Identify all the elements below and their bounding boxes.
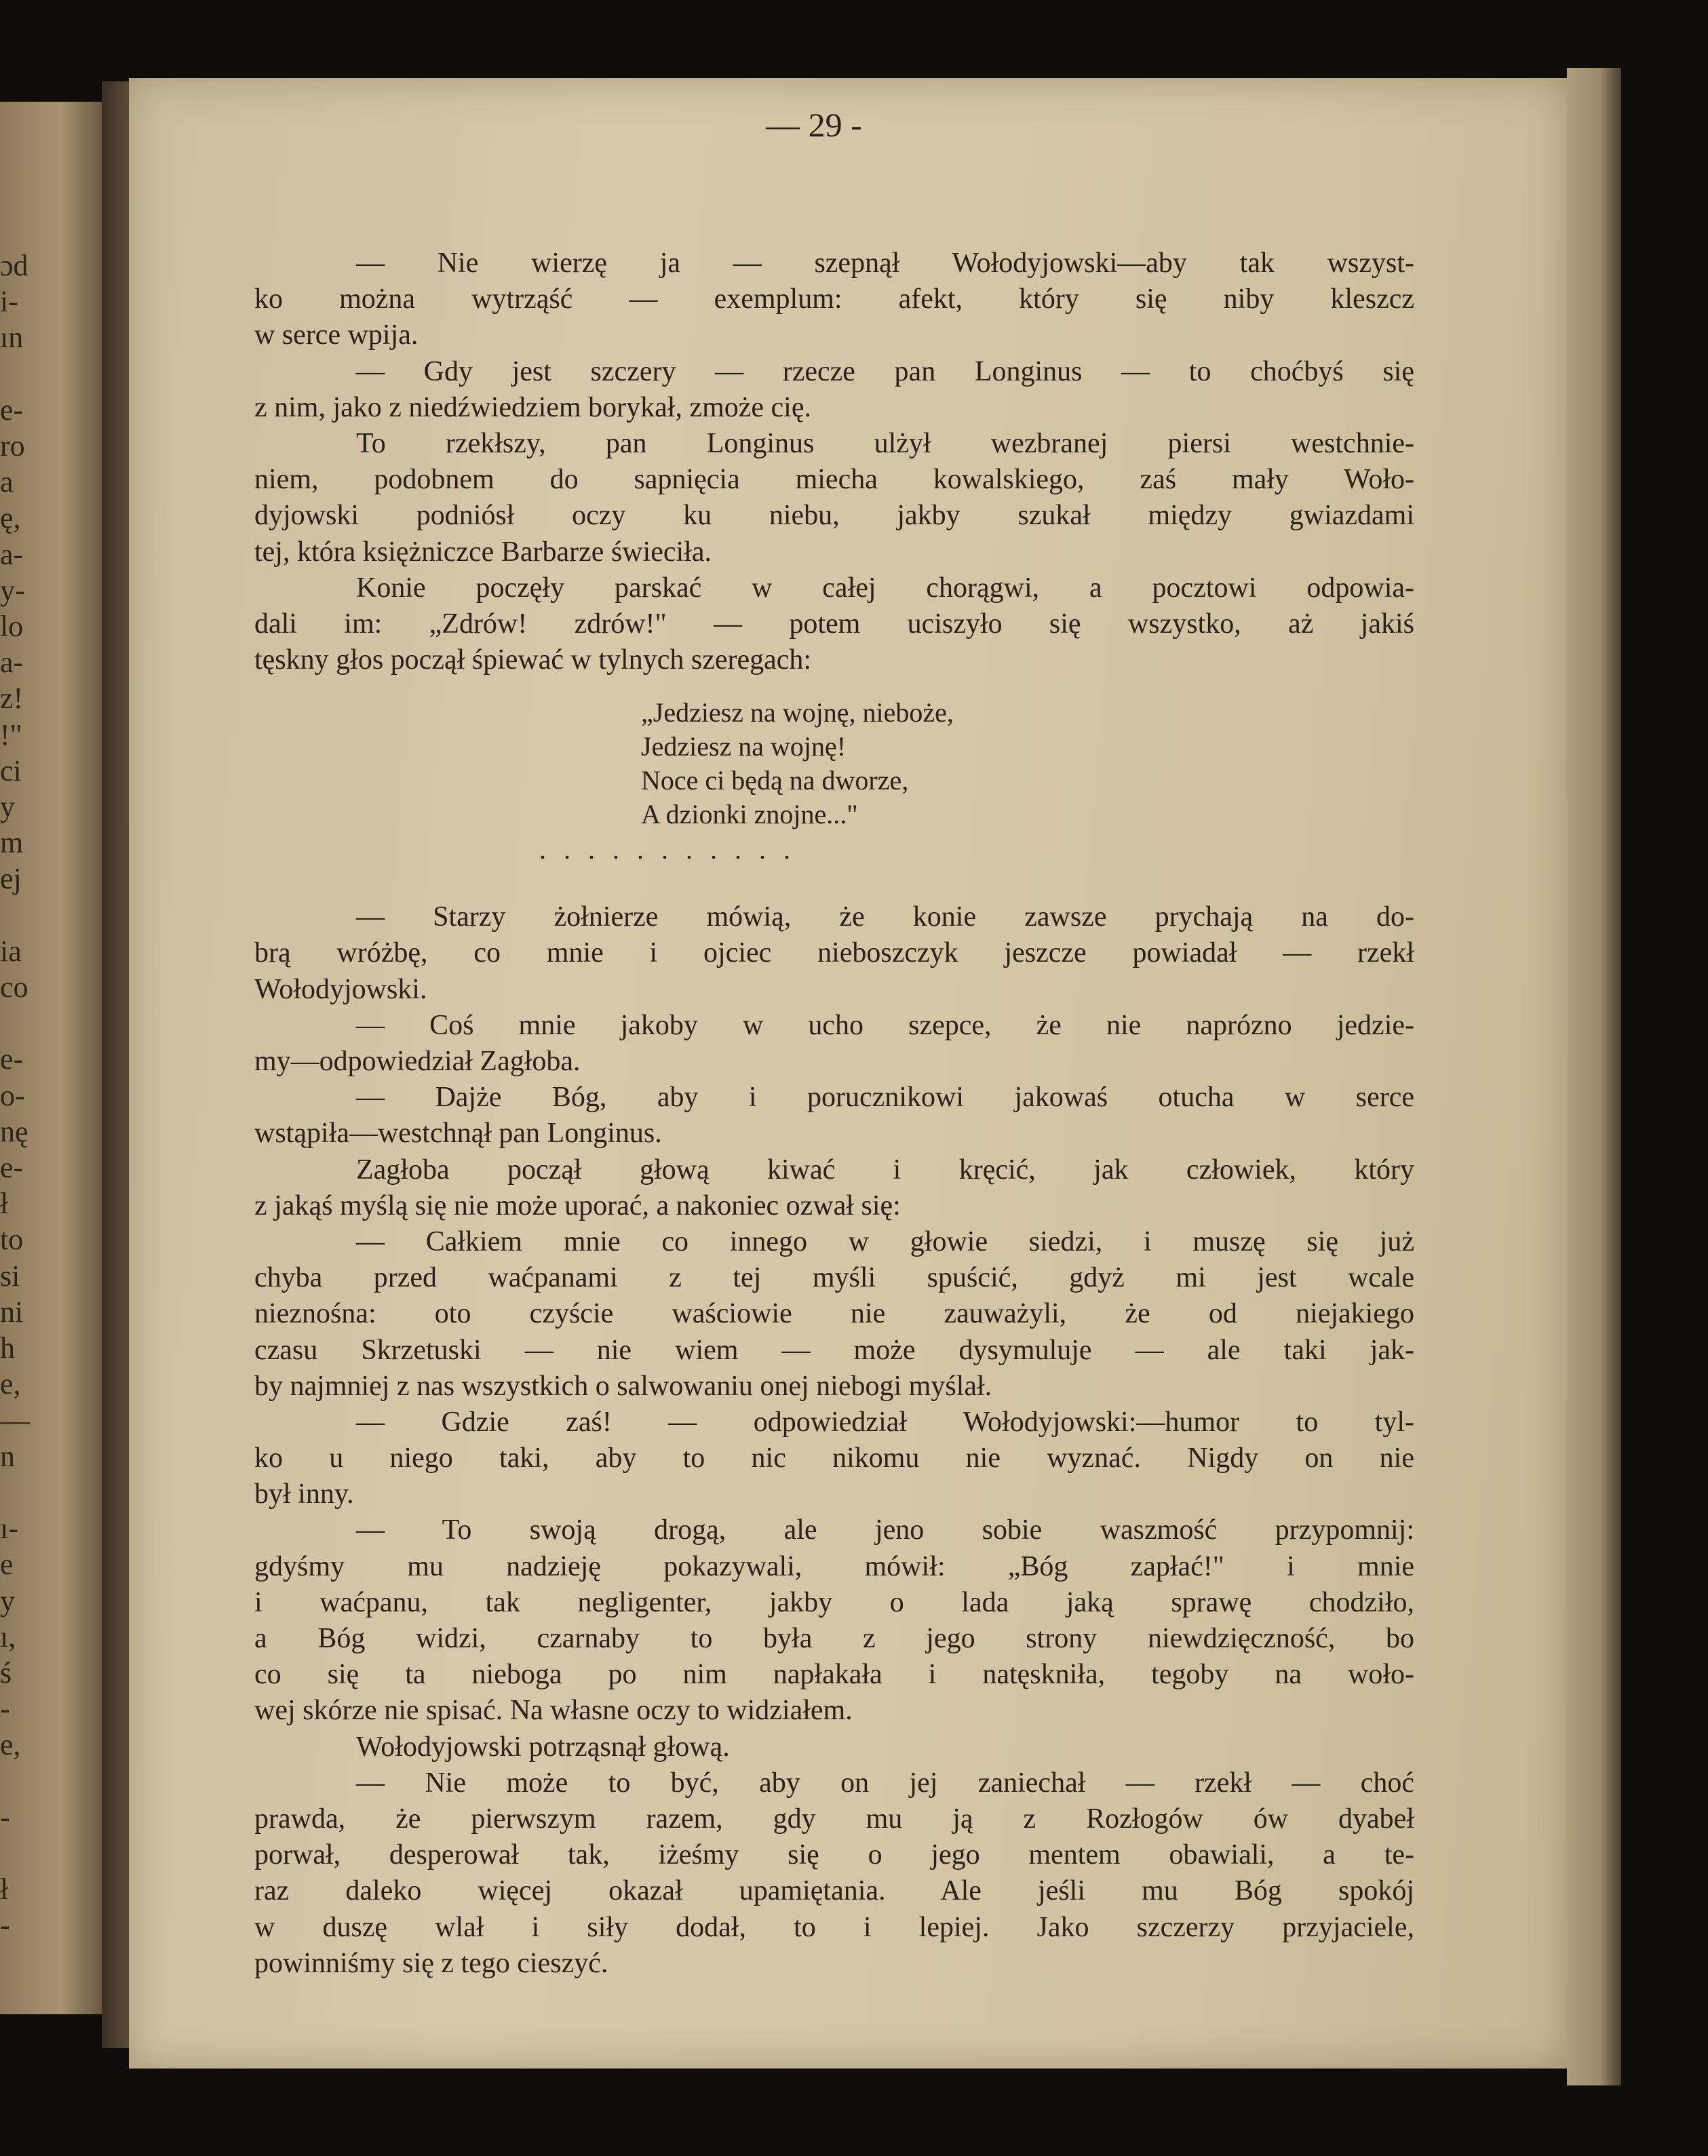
text-line: był inny. (254, 1478, 354, 1510)
text-line: z jakąś myślą się nie może uporać, a nakoniec ozwał się: (254, 1190, 901, 1221)
text-line: prawda, że pierwszym razem, gdy mu ją z Rozłogów ów dyabeł (254, 1803, 1414, 1835)
book-spine (102, 81, 129, 2048)
text-line: a Bóg widzi, czarnaby to była z jego strony niewdzięczność, bo (254, 1623, 1414, 1654)
text-line: nieznośna: oto czyście waściowie nie zauważyli, że od niejakiego (254, 1298, 1414, 1330)
text-line: — Gdy jest szczery — rzecze pan Longinus — to choćbyś się (356, 355, 1414, 387)
text-line: — Gdzie zaś! — odpowiedział Wołodyjowski:—humor to tyl- (356, 1406, 1414, 1438)
text-line: wstąpiła—westchnął pan Longinus. (254, 1118, 662, 1150)
text-line: — Dajże Bóg, aby i porucznikowi jakowaś otucha w serce (356, 1082, 1414, 1114)
text-line: — To swoją drogą, ale jeno sobie waszmość przypomnij: (356, 1514, 1414, 1546)
page-edge (1567, 68, 1621, 2085)
poem-line: Jedziesz na wojnę! (641, 731, 847, 762)
poem-line: A dzionki znojne..." (641, 799, 858, 830)
text-line: To rzekłszy, pan Longinus ulżył wezbranej piersi westchnie- (356, 427, 1414, 459)
text-line: — Całkiem mnie co innego w głowie siedzi, i muszę się już (356, 1226, 1414, 1257)
text-line: co się ta nieboga po nim napłakała i natęskniła, tegoby na woło- (254, 1659, 1414, 1691)
text-line: — Starzy żołnierze mówią, że konie zawsze prychają na do- (356, 901, 1414, 933)
page-text (254, 246, 1414, 1982)
text-line: niem, podobnem do sapnięcia miecha kowalskiego, zaś mały Woło- (254, 464, 1414, 496)
text-line: — Nie wierzę ja — szepnął Wołodyjowski—aby tak wszyst- (356, 248, 1414, 279)
text-line: my—odpowiedział Zagłoba. (254, 1046, 581, 1077)
text-line: chyba przed waćpanami z tej myśli spuścić, gdyż mi jest wcale (254, 1262, 1414, 1294)
text-line: Wołodyjowski. (254, 973, 427, 1005)
text-line: raz daleko więcej okazał upamiętania. Ale jeśli mu Bóg spokój (254, 1875, 1414, 1907)
text-line: by najmniej z nas wszystkich o salwowaniu onej niebogi myślał. (254, 1370, 992, 1402)
text-line: czasu Skrzetuski — nie wiem — może dysymuluje — ale taki jak- (254, 1334, 1414, 1366)
text-line: Wołodyjowski potrząsnął głową. (356, 1731, 730, 1763)
left-page-text-fragments: ɔd i- ın e- ro a ę, a- y- lo a- z! !" ci y m ej ia co e- o- nę e- ł to si ni h e, — n ı- e y ı, ś - e, - ł - (0, 249, 30, 1942)
text-line: ko można wytrząść — exemplum: afekt, który się niby kleszcz (254, 283, 1414, 315)
text-line: i waćpanu, tak negligenter, jakby o lada jaką sprawę chodziło, (254, 1586, 1414, 1618)
text-line: powinniśmy się z tego cieszyć. (254, 1947, 608, 1979)
text-line: tej, która księżniczce Barbarze świeciła. (254, 536, 712, 568)
text-line: dyjowski podniósł oczy ku niebu, jakby szukał między gwiazdami (254, 500, 1414, 532)
text-line: — Coś mnie jakoby w ucho szepce, że nie naprózno jedzie- (356, 1009, 1414, 1041)
poem (254, 696, 1414, 831)
text-line: tęskny głos począł śpiewać w tylnych szeregach: (254, 644, 812, 676)
text-line: porwał, desperował tak, iżeśmy się o jego mentem obawiali, a te- (254, 1839, 1414, 1871)
ellipsis-dots: ........... (539, 834, 808, 865)
text-line: w duszę wlał i siły dodał, to i lepiej. Jako szczerzy przyjaciele, (254, 1911, 1414, 1943)
text-line: ko u niego taki, aby to nic nikomu nie wyznać. Nigdy on nie (254, 1443, 1414, 1474)
text-line: Zagłoba począł głową kiwać i kręcić, jak człowiek, który (356, 1154, 1414, 1185)
text-line: wej skórze nie spisać. Na własne oczy to widziałem. (254, 1695, 853, 1727)
page-number: — 29 - (766, 106, 862, 144)
text-line: dali im: „Zdrów! zdrów!" — potem uciszyło się wszystko, aż jakiś (254, 608, 1414, 640)
text-line: Konie poczęły parskać w całej chorągwi, a pocztowi odpowia- (356, 572, 1414, 604)
text-line: brą wróżbę, co mnie i ojciec nieboszczyk jeszcze powiadał — rzekł (254, 937, 1414, 969)
text-line: w serce wpija. (254, 319, 419, 351)
text-line: z nim, jako z niedźwiedziem borykał, zmoże cię. (254, 391, 811, 423)
poem-line: „Jedziesz na wojnę, nieboże, (641, 697, 954, 728)
poem-line: Noce ci będą na dworze, (641, 765, 909, 796)
text-line: gdyśmy mu nadzieję pokazywali, mówił: „Bóg zapłać!" i mnie (254, 1550, 1414, 1582)
text-line: — Nie może to być, aby on jej zaniechał — rzekł — choć (356, 1767, 1414, 1799)
